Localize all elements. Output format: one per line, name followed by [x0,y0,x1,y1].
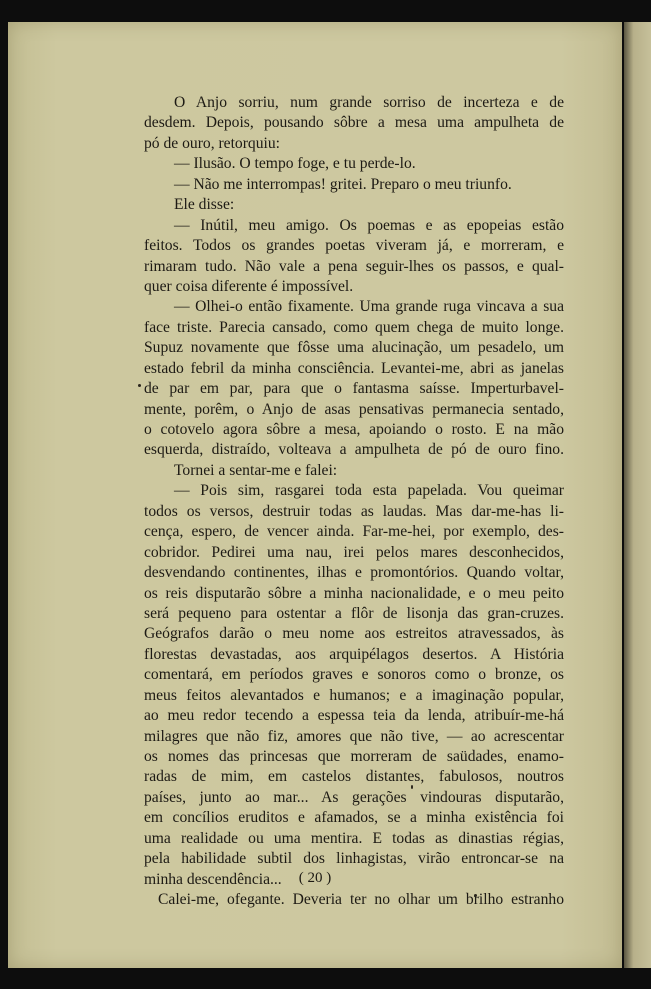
text-line: os reis disputarão sôbre a minha nacionalidade, e o meu peito [144,584,564,602]
text-line: face triste. Parecia cansado, como quem chega de muito longe. [144,318,564,336]
text-line: minha descendência... [144,870,282,888]
text-line: os nomes das princesas que morreram de saüdades, enamo- [144,748,564,765]
text-line: feitos. Todos os grandes poetas viveram já, e morreram, e [144,237,564,255]
text-line: desvendando continentes, ilhas e promontórios. Quando voltar, [144,564,564,582]
text-line: — Pois sim, rasgarei toda esta papelada. Vou queimar [174,482,564,500]
text-line: estado febril da minha consciência. Levantei-me, abri as janelas [144,359,564,377]
text-line: desdem. Depois, pousando sôbre a mesa uma ampulheta de [144,114,564,132]
text-line: mente, porêm, o Anjo de asas pensativas permanecia sentado, [144,400,564,418]
text-line: radas de mim, em castelos distantes, fabulosos, noutros [144,768,564,786]
text-line: esquerda, distraído, volteava a ampulheta de pó de ouro fino. [144,441,564,459]
text-line: — Ilusão. O tempo foge, e tu perde-lo. [174,155,416,173]
paper-speck [138,384,141,387]
text-line: pó de ouro, retorquiu: [144,134,280,152]
text-line: países, junto ao mar... As gerações vindouras disputarão, [144,788,564,806]
text-line: florestas devastadas, aos arquipélagos desertos. A História [144,645,564,663]
text-line: será pequeno para ostentar a flôr de lisonja das gran-cruzes. [144,604,564,622]
text-line: O Anjo sorriu, num grande sorriso de incerteza e de [174,94,564,111]
page-number: ( 20 ) [298,870,332,886]
text-line: cença, espero, de vencer ainda. Far-me-hei, por exemplo, des- [144,523,564,541]
text-line: de par em par, para que o fantasma saísse. Imperturbavel- [144,380,564,398]
text-line: o cotovelo agora sôbre a mesa, apoiando o rosto. E na mão [144,421,564,438]
text-line: Ele disse: [174,196,235,214]
body-text [144,93,564,911]
text-line: Tornei a sentar-me e falei: [174,461,338,479]
text-line: pela habilidade subtil dos linhagistas, virão entroncar-se na [144,850,564,868]
text-line: uma realidade ou uma mentira. E todas as dinastias régias, [144,829,564,847]
text-line: Calei-me, ofegante. Deveria ter no olhar um brilho estranho [158,891,564,909]
text-line: — Olhei-o então fixamente. Uma grande ruga vincava a sua [174,298,564,316]
text-line: em concílios eruditos e afamados, se a minha existência foi [144,809,564,827]
text-line: — Não me interrompas! gritei. Preparo o meu triunfo. [174,175,512,193]
text-line: todos os versos, destruir todas as laudas. Mas dar-me-has li- [144,502,564,520]
text-line: cobridor. Pedirei uma nau, irei pelos mares desconhecidos, [144,543,564,561]
text-line: ao meu redor tecendo a espessa teia da lenda, atribuír-me-há [144,707,564,725]
text-line: quer coisa diferente é impossível. [144,277,354,295]
adjacent-page-edge [624,22,651,968]
text-line: milagres que não fiz, amores que não tive, — ao acrescentar [144,727,564,745]
text-line: rimaram tudo. Não vale a pena seguir-lhes os passos, e qual- [144,257,564,275]
text-line: Supuz novamente que fôsse uma alucinação, um pesadelo, um [144,339,564,357]
text-line: — Inútil, meu amigo. Os poemas e as epopeias estão [174,216,564,234]
text-line: comentará, em períodos graves e sonoros como o bronze, os [144,666,564,684]
text-line: Geógrafos darão o meu nome aos estreitos atravessados, às [144,625,564,643]
text-line: meus feitos alevantados e humanos; e a imaginação popular, [144,686,564,704]
